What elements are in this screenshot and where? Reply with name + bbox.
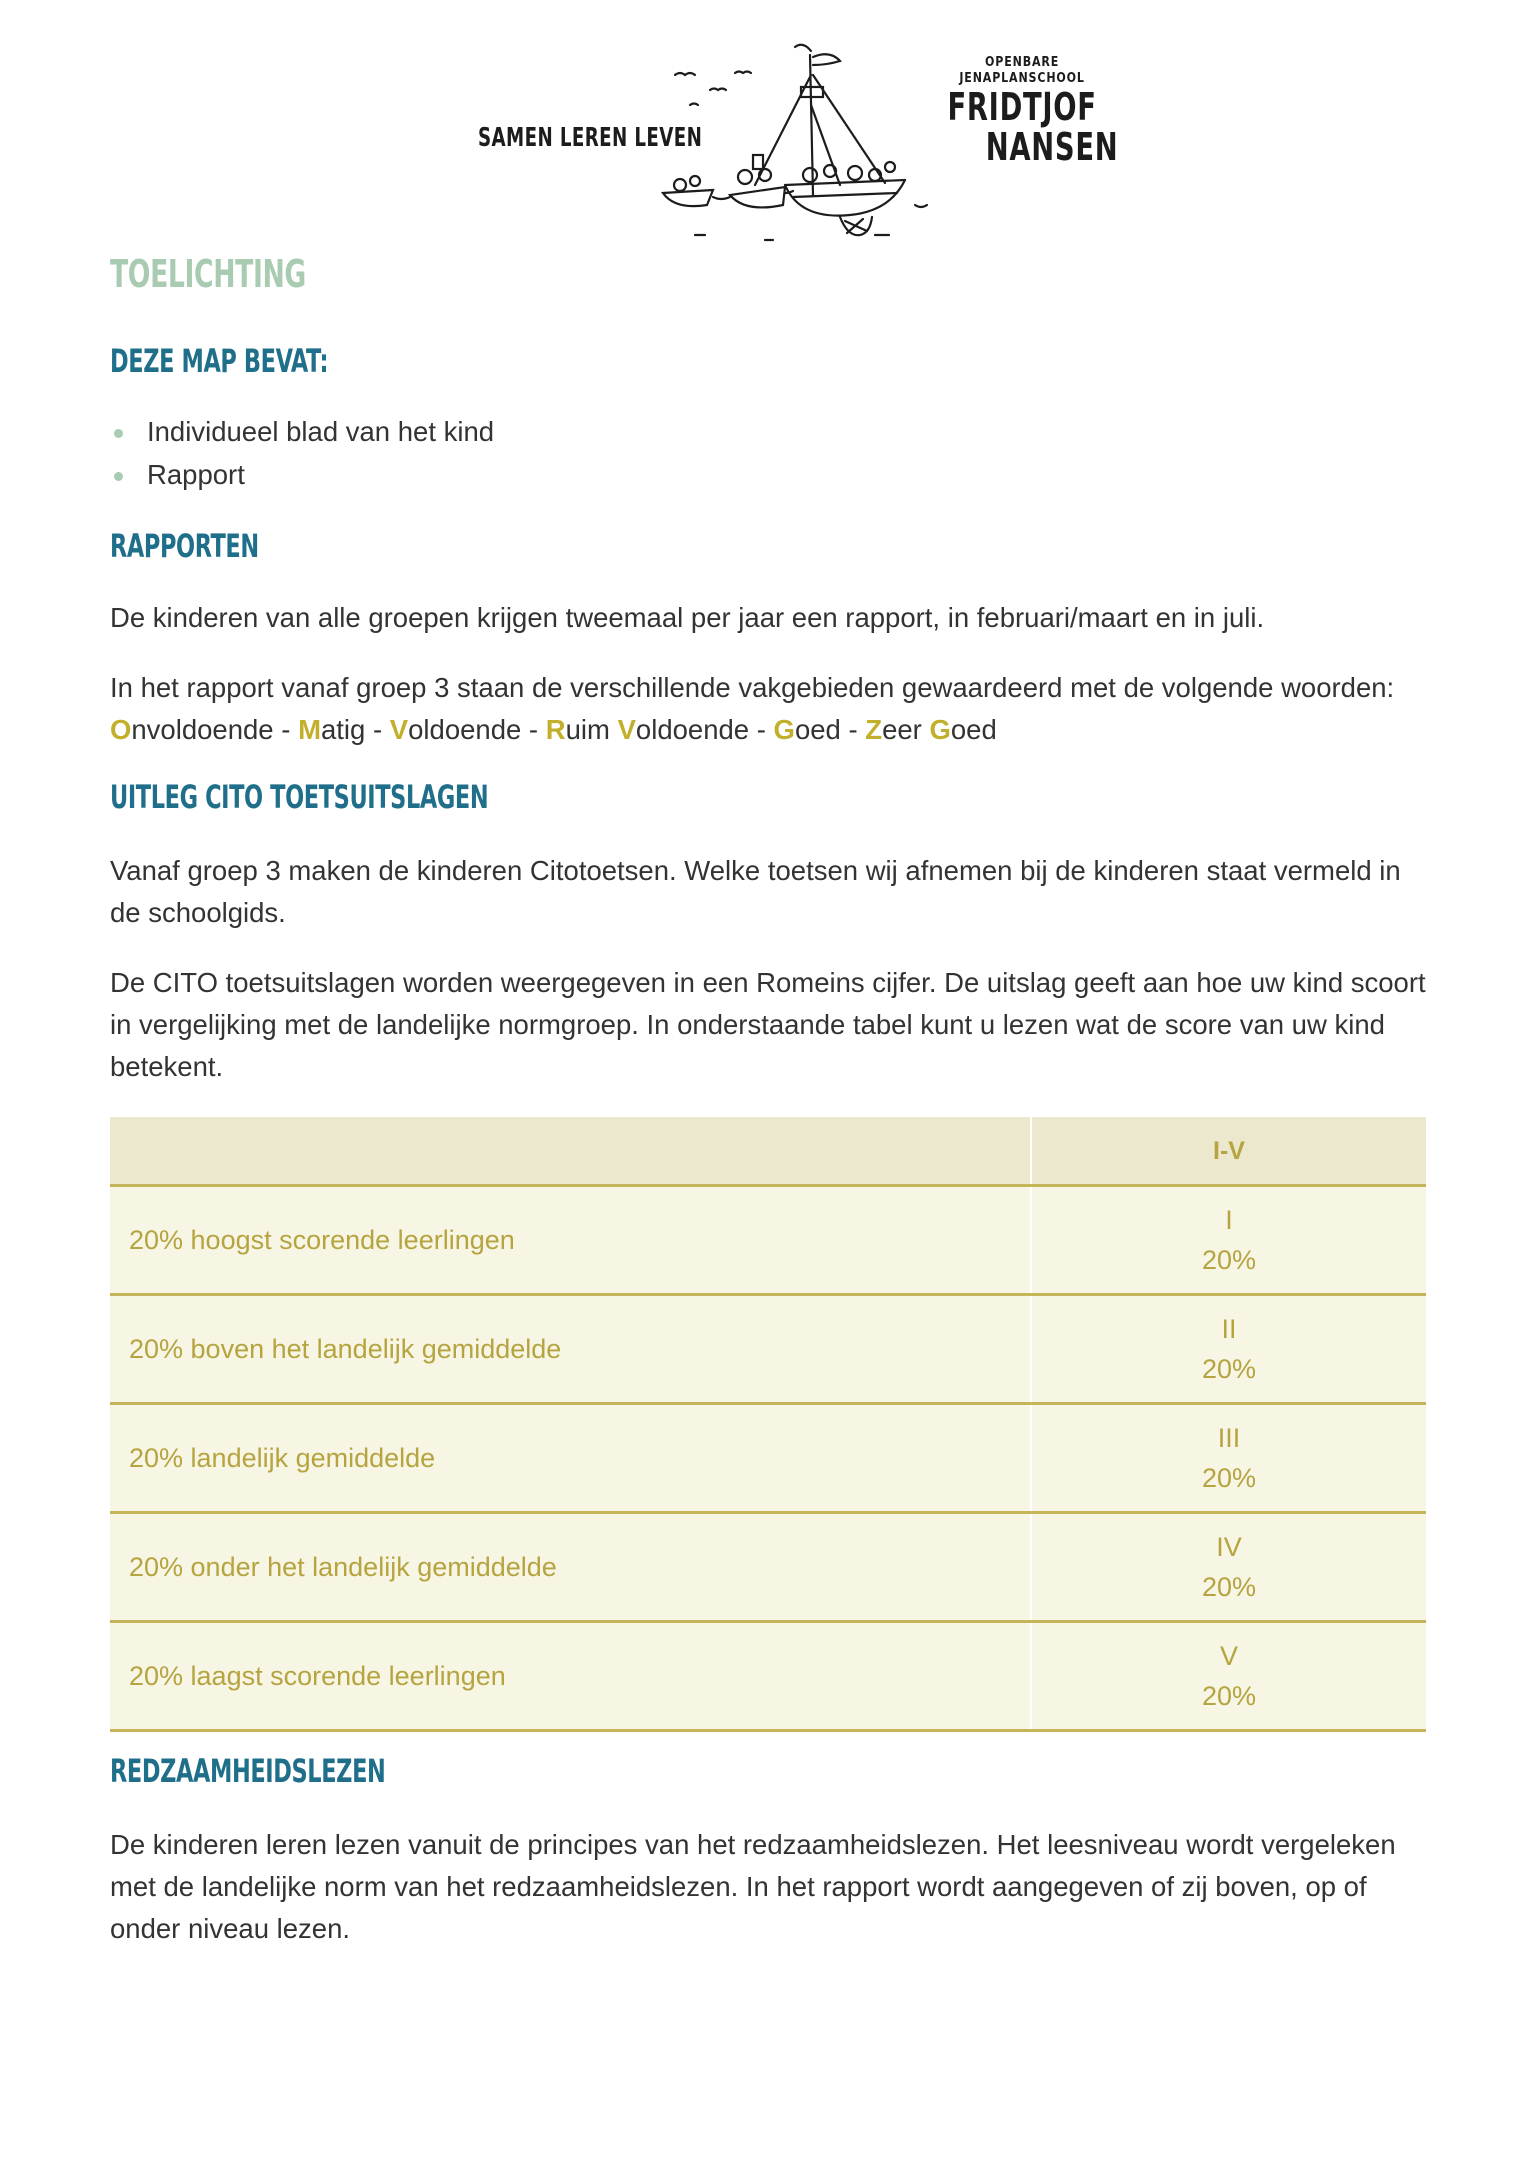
table-row <box>110 1295 1426 1404</box>
table-row <box>110 1622 1426 1731</box>
contents-heading: DEZE MAP BEVAT: <box>110 342 329 380</box>
table-header-cell <box>110 1117 1031 1186</box>
school-name-line-2: NANSEN <box>985 125 1119 169</box>
list-item: Rapport <box>110 453 494 496</box>
school-name-small-1: OPENBARE <box>985 55 1060 70</box>
cito-score-table <box>110 1117 1426 1732</box>
table-cell-label: 20% boven het landelijk gemiddelde <box>110 1295 1031 1404</box>
page-title: TOELICHTING <box>110 252 306 296</box>
school-name <box>900 55 1144 167</box>
tagline: SAMEN LEREN LEVEN <box>478 123 703 153</box>
ratings-line: Onvoldoende - Matig - Voldoende - Ruim Voldoende - Goed - Zeer Goed <box>110 714 997 745</box>
table-row <box>110 1513 1426 1622</box>
table-header-cell: I-V <box>1031 1117 1426 1186</box>
table-cell-score: III 20% <box>1031 1404 1426 1513</box>
table-cell-score: II 20% <box>1031 1295 1426 1404</box>
table-cell-label: 20% landelijk gemiddelde <box>110 1404 1031 1513</box>
school-name-small-2: JENAPLANSCHOOL <box>959 71 1085 86</box>
reports-paragraph-1: De kinderen van alle groepen krijgen tweemaal per jaar een rapport, in februari/maart en in juli. <box>110 602 1265 633</box>
table-cell-label: 20% laagst scorende leerlingen <box>110 1622 1031 1731</box>
reports-paragraph-2: In het rapport vanaf groep 3 staan de verschillende vakgebieden gewaardeerd met de volgende woorden: Onvoldoende - Matig - Voldoende - Ruim Voldoende - Goed - Zeer Goed <box>110 672 1395 745</box>
cito-paragraph-1: Vanaf groep 3 maken de kinderen Citotoetsen. Welke toetsen wij afnemen bij de kinderen staat vermeld in de schoolgids. <box>110 855 1401 928</box>
reports-heading: RAPPORTEN <box>110 527 259 565</box>
sailing-ship-illustration <box>635 35 935 250</box>
table-header-row <box>110 1117 1426 1186</box>
table-cell-score: V 20% <box>1031 1622 1426 1731</box>
reading-heading: REDZAAMHEIDSLEZEN <box>110 1752 386 1790</box>
table-row <box>110 1404 1426 1513</box>
school-logo <box>470 35 1119 250</box>
cito-paragraph-2: De CITO toetsuitslagen worden weergegeven in een Romeins cijfer. De uitslag geeft aan hoe uw kind scoort in vergelijking met de landelijke normgroep. In onderstaande tabel kunt u lezen wat de score van uw kind betekent. <box>110 967 1426 1082</box>
cito-heading: UITLEG CITO TOETSUITSLAGEN <box>110 778 489 816</box>
reading-paragraph: De kinderen leren lezen vanuit de principes van het redzaamheidslezen. Het leesniveau wordt vergeleken met de landelijke norm van het redzaamheidslezen. In het rapport wordt aangegeven of zij boven, op of onder niveau lezen. <box>110 1829 1396 1944</box>
bullet-icon <box>114 472 123 481</box>
table-cell-label: 20% onder het landelijk gemiddelde <box>110 1513 1031 1622</box>
bullet-icon <box>114 429 123 438</box>
table-cell-score: I 20% <box>1031 1186 1426 1295</box>
table-cell-label: 20% hoogst scorende leerlingen <box>110 1186 1031 1295</box>
list-item: Individueel blad van het kind <box>110 410 494 453</box>
table-row <box>110 1186 1426 1295</box>
contents-list <box>110 410 494 496</box>
school-name-line-1: FRIDTJOF <box>947 85 1097 129</box>
table-cell-score: IV 20% <box>1031 1513 1426 1622</box>
